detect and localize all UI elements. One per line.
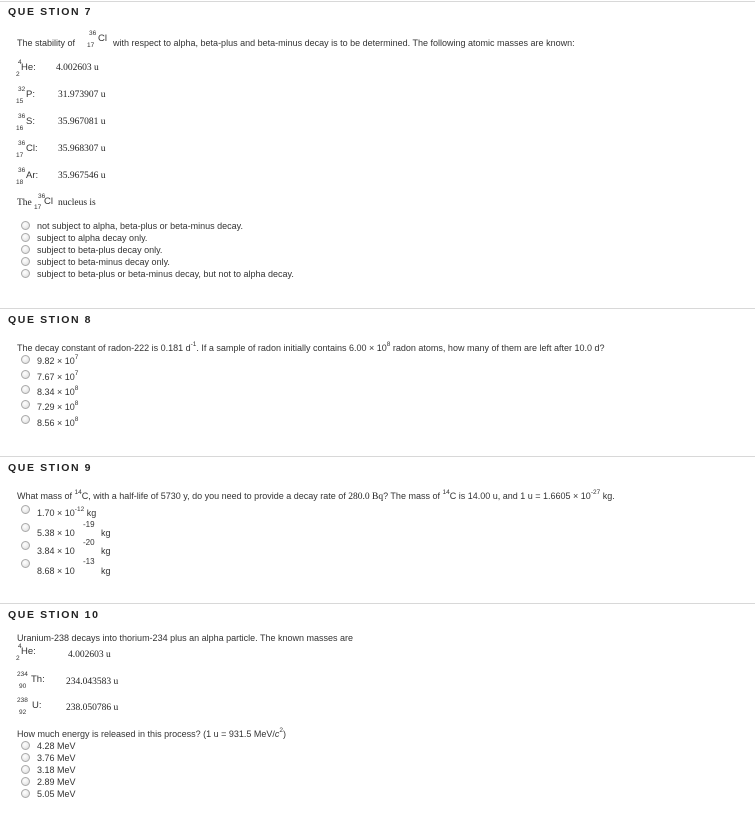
question-7-header: QUE STION 7 bbox=[8, 6, 93, 18]
q9-option-1-radio[interactable] bbox=[21, 505, 30, 514]
q7-option-4-label: subject to beta-minus decay only. bbox=[37, 257, 170, 267]
nuclide-he-4-q10: 4 2 He: bbox=[16, 643, 36, 662]
nuclide-ar-36: 36 18 Ar: bbox=[16, 167, 39, 186]
q8-option-2-label: $7.67 \times 10^7$ bbox=[37, 370, 79, 382]
q7-option-3-radio[interactable] bbox=[21, 245, 30, 254]
mass-he-4: 4.002603 u bbox=[56, 63, 99, 73]
question-9-stem: What mass of $^{14}$C, with a half-life of 5730 y, do you need to provide a decay rate of 280.0 Bq? The mass of $^{14}$C is 14.00 u, and 1 $u = 1.6605 \times 10^{-27}$ kg. bbox=[17, 489, 615, 502]
q9-option-4-unit: kg bbox=[101, 566, 111, 576]
q8-option-5-label: $8.56 \times 10^8$ bbox=[37, 416, 79, 428]
q8-option-2-radio[interactable] bbox=[21, 370, 30, 379]
separator bbox=[0, 308, 755, 309]
q9-option-3-unit: kg bbox=[101, 546, 111, 556]
q10-option-2-radio[interactable] bbox=[21, 753, 30, 762]
q7-option-4-radio[interactable] bbox=[21, 257, 30, 266]
q9-option-2-radio[interactable] bbox=[21, 523, 30, 532]
question-7-stem-post: with respect to alpha, beta-plus and beta-minus decay is to be determined. The following atomic masses are known: bbox=[113, 38, 575, 48]
question-10-header: QUE STION 10 bbox=[8, 609, 100, 621]
question-8-stem: The decay constant of radon-222 is 0.181 $d^{-1}$. If a sample of radon initially contains $6.00 \times 10^8$ radon atoms, how many of them are left after 10.0 d? bbox=[17, 341, 605, 353]
mass-ar-36: 35.967546 u bbox=[58, 171, 106, 181]
question-8-header: QUE STION 8 bbox=[8, 314, 93, 326]
q8-option-3-label: $8.34 \times 10^8$ bbox=[37, 385, 79, 397]
q7-option-1-label: not subject to alpha, beta-plus or beta-minus decay. bbox=[37, 221, 243, 231]
nuclide-cl-36-stem: 36 17 Cl bbox=[87, 30, 107, 49]
separator bbox=[0, 603, 755, 604]
q10-option-5-label: 5.05 MeV bbox=[37, 789, 76, 799]
q7-option-1-radio[interactable] bbox=[21, 221, 30, 230]
question-10-prompt: How much energy is released in this process? (1 u = 931.5 MeV/$c^2$) bbox=[17, 727, 287, 739]
question-7-stem: The stability of bbox=[17, 38, 76, 48]
question-7-prompt-post: nucleus is bbox=[58, 198, 96, 208]
q10-option-4-radio[interactable] bbox=[21, 777, 30, 786]
q9-option-3-label: 3.84 × 10 bbox=[37, 546, 75, 556]
q8-option-1-label: $9.82 \times 10^7$ bbox=[37, 354, 79, 366]
mass-cl-36: 35.968307 u bbox=[58, 144, 106, 154]
question-7-prompt-pre: The bbox=[17, 198, 32, 208]
q7-option-5-radio[interactable] bbox=[21, 269, 30, 278]
q8-option-5-radio[interactable] bbox=[21, 415, 30, 424]
nuclide-he-4: 4 2 He: bbox=[16, 59, 36, 78]
q9-option-4-radio[interactable] bbox=[21, 559, 30, 568]
q9-option-2-unit: kg bbox=[101, 528, 111, 538]
q10-option-1-label: 4.28 MeV bbox=[37, 741, 76, 751]
q7-option-2-radio[interactable] bbox=[21, 233, 30, 242]
nuclide-cl-36: 36 17 Cl: bbox=[16, 140, 38, 159]
mass-p-32: 31.973907 u bbox=[58, 90, 106, 100]
q10-option-2-label: 3.76 MeV bbox=[37, 753, 76, 763]
separator bbox=[0, 1, 755, 2]
q8-option-3-radio[interactable] bbox=[21, 385, 30, 394]
q10-option-3-label: 3.18 MeV bbox=[37, 765, 76, 775]
q9-option-3-radio[interactable] bbox=[21, 541, 30, 550]
nuclide-p-32: 32 15 P: bbox=[16, 86, 35, 105]
q9-option-1-label: $1.70 \times 10^{-12}$ kg bbox=[37, 506, 97, 518]
q9-option-2-exponent: -19 bbox=[83, 520, 95, 529]
q8-option-4-label: $7.29 \times 10^8$ bbox=[37, 400, 79, 412]
q8-option-4-radio[interactable] bbox=[21, 400, 30, 409]
q10-option-3-radio[interactable] bbox=[21, 765, 30, 774]
q9-option-3-exponent: -20 bbox=[83, 538, 95, 547]
nuclide-th-234: 234 90 Th: bbox=[17, 671, 45, 690]
nuclide-u-238: 238 92 U: bbox=[17, 697, 42, 716]
q7-option-2-label: subject to alpha decay only. bbox=[37, 233, 148, 243]
q10-option-4-label: 2.89 MeV bbox=[37, 777, 76, 787]
q9-option-4-label: 8.68 × 10 bbox=[37, 566, 75, 576]
mass-th-234: 234.043583 u bbox=[66, 677, 119, 687]
q8-option-1-radio[interactable] bbox=[21, 355, 30, 364]
q7-option-3-label: subject to beta-plus decay only. bbox=[37, 245, 163, 255]
mass-he-4-q10: 4.002603 u bbox=[68, 650, 111, 660]
question-9-header: QUE STION 9 bbox=[8, 462, 93, 474]
q9-option-2-label: 5.38 × 10 bbox=[37, 528, 75, 538]
separator bbox=[0, 456, 755, 457]
question-10-stem: Uranium-238 decays into thorium-234 plus an alpha particle. The known masses are bbox=[17, 633, 354, 643]
mass-s-36: 35.967081 u bbox=[58, 117, 106, 127]
nuclide-s-36: 36 16 S: bbox=[16, 113, 35, 132]
q9-option-4-exponent: -13 bbox=[83, 557, 95, 566]
q10-option-5-radio[interactable] bbox=[21, 789, 30, 798]
mass-u-238: 238.050786 u bbox=[66, 703, 119, 713]
q7-option-5-label: subject to beta-plus or beta-minus decay, but not to alpha decay. bbox=[37, 269, 294, 279]
nuclide-cl-36-prompt: 36 17 Cl bbox=[34, 193, 53, 211]
q10-option-1-radio[interactable] bbox=[21, 741, 30, 750]
